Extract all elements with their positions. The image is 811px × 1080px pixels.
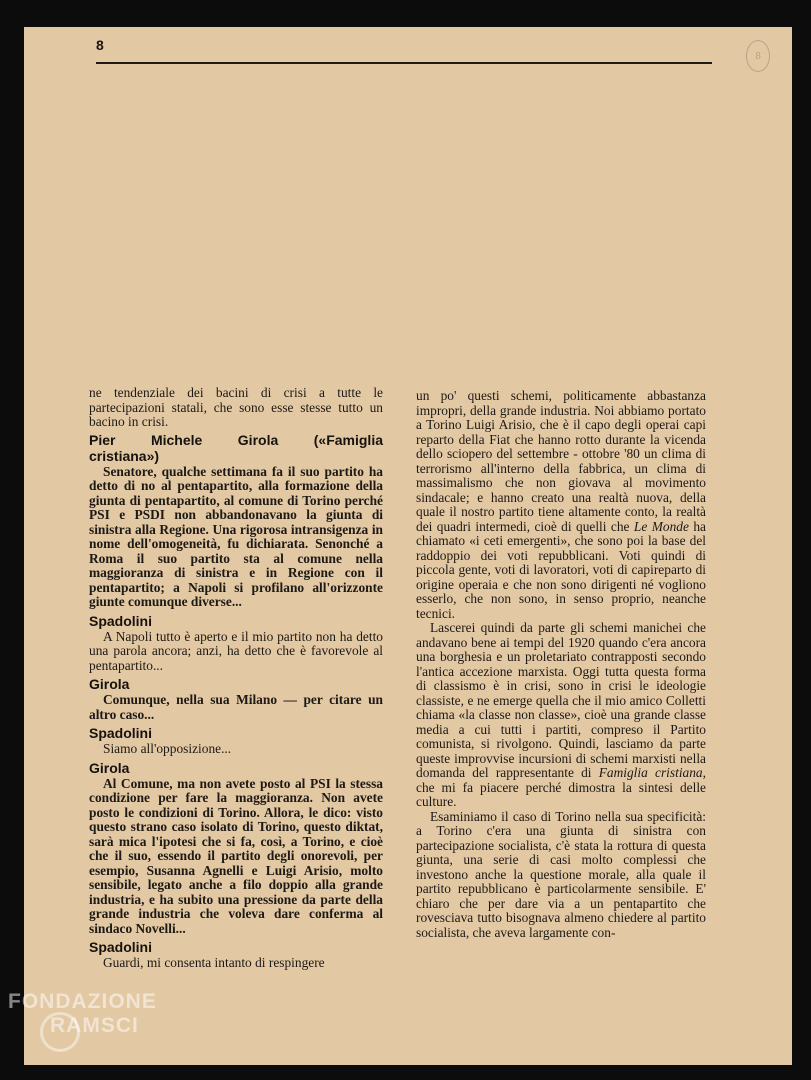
speaker-affiliation: («Famiglia — [313, 431, 383, 448]
body-paragraph — [416, 621, 706, 810]
speaker-name-part: Girola — [237, 431, 279, 448]
watermark-line: RAMSCI — [50, 1014, 139, 1037]
question-paragraph: Comunque, nella sua Milano — per citare un altro caso... — [89, 692, 383, 722]
italic-title: Famiglia cristiana — [598, 765, 703, 780]
speaker-heading — [89, 433, 383, 447]
speaker-heading: Spadolini — [89, 612, 152, 629]
speaker-affiliation-line: cristiana») — [89, 447, 160, 464]
body-paragraph: Esaminiamo il caso di Torino nella sua specificità: a Torino c'era una giunta di sinistra con partecipazione socialista, c'è stata la rottura di questa giunta, una serie di casi molto complessi che investono anche la questione morale, alla quale il partito repubblicano è particolarmente sensibile. E' chiaro che per dare via a un pentapartito che rovesciava tutto bisognava almeno chiedere al partito socialista, che aveva largamente con- — [416, 808, 706, 940]
watermark-line: FONDAZIONE — [8, 990, 157, 1013]
archive-stamp: 8 — [746, 40, 770, 72]
italic-title: Le Monde — [633, 518, 689, 534]
paragraph-text: un po' questi schemi, politicamente abbastanza impropri, della grande industria. Noi abbiamo portato a Torino Luigi Arisio, che è il capo degli operai capi reparto della Fiat che hanno rotto durante la vicenda dello sciopero del settembre - ottobre '80 un clima di terrorismo all'interno della fabbrica, un clima di massimalismo che non giovava al movimento sindacale; e hanno creato una realtà nuova, della quale il nostro partito tiene altamente conto, la realtà dei quadri intermedi, cioè di quelli che — [416, 388, 706, 534]
speaker-name-part: Michele — [150, 431, 203, 448]
header-rule — [96, 62, 712, 64]
answer-paragraph: A Napoli tutto è aperto e il mio partito non ha detto una parola ancora; anzi, ha detto che è favorevole al pentapartito... — [89, 628, 383, 673]
speaker-heading: Spadolini — [89, 939, 152, 955]
page-number: 8 — [96, 37, 104, 53]
paragraph-text: , che mi fa piacere perché dimostra la sintesi delle culture. — [416, 765, 706, 809]
answer-paragraph: Guardi, mi consenta intanto di respingere — [103, 955, 325, 970]
question-paragraph: Senatore, qualche settimana fa il suo partito ha detto di no al pentapartito, alla formazione della giunta di pentapartito, al comune di Torino perché PSI e PSDI non abbandonavano la giunta di sinistra alla Regione. Una rigorosa intransigenza in nome dell'omogeneità, fu dichiarata. Senonché a Roma il suo partito sta al comune nella maggioranza di sinistra e in Regione con il pentapartito; a Napoli si profilano all'orizzonte giunte comunque diverse... — [89, 463, 383, 609]
question-paragraph: Al Comune, ma non avete posto al PSI la stessa condizione per fare la maggioranza. Non avete posto le condizioni di Torino. Allora, le dico: visto questo strano caso isolato di Torino, questo diktat, sarà mica l'ipotesi che si fa, così, a Torino, e cioè che il suo, essendo il partito degli onorevoli, per esempio, Susanna Agnelli e Luigi Arisio, molto sensibile, legato anche a filo doppio alla grande industria, e ha subito una pressione da parte della grande industria che voleva dare conferma al sindaco Novelli... — [89, 775, 383, 936]
speaker-heading: Spadolini — [89, 725, 152, 741]
paragraph-text: Lascerei quindi da parte gli schemi manichei che andavano bene ai tempi del 1920 quando c'era ancora una borghesia e un proletariato contrapposti secondo l'antica accezione marxista. Oggi tutta questa forma di classismo è in crisi, sono in crisi le ideologie classiste, e ne emerge quella che il mio amico Colletti chiama «la classe non classe», cioè una grande classe media a cui tutti i partiti, compreso il Partito comunista, si rivolgono. Quindi, lasciamo da parte queste improvvise incursioni di schemi marxisti nella domanda del rappresentante di — [416, 620, 706, 780]
paragraph-text: ha chiamato «i ceti emergenti», che sono poi la base del raddoppio dei voti repubblicani. Voti quindi di piccola gente, voti di lavoratori, voti di capireparto di origine operaia e che non sono dirigenti né vogliono esserlo, che non sono, in senso proprio, neanche tecnici. — [416, 518, 706, 621]
answer-paragraph: Siamo all'opposizione... — [103, 741, 232, 756]
intro-paragraph: ne tendenziale dei bacini di crisi a tutte le partecipazioni statali, che sono esse stesse tutto un bacino in crisi. — [89, 385, 383, 429]
text-column-left — [89, 386, 383, 971]
speaker-name-part: Pier — [89, 431, 116, 448]
speaker-heading: Girola — [89, 676, 130, 692]
watermark — [8, 990, 157, 1038]
body-paragraph — [416, 389, 706, 621]
speaker-heading: Girola — [89, 759, 130, 776]
text-column-right — [416, 389, 706, 940]
